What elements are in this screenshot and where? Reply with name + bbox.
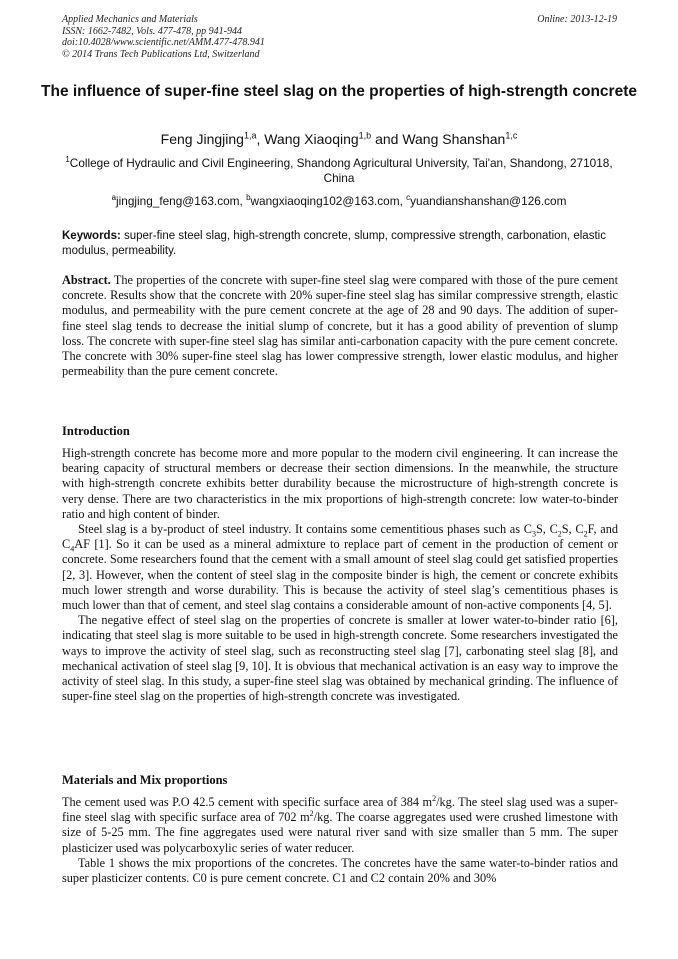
author-affil-mark: 1,b xyxy=(358,130,372,141)
paragraph: The negative effect of steel slag on the properties of concrete is smaller at lower water-to-binder ratio [6], indicating that steel slag is more suitable to be used in high-strength concrete. Some researchers investigated the ways to improve the activity of steel slag, such as reconstructing steel slag [7], carbonating steel slag [8], and mechanical activation of steel slag [9, 10]. It is obvious that mechanical activation is an easy way to improve the activity of steel slag. In this study, a super-fine steel slag was obtained by mechanical grinding. The influence of super-fine steel slag on the properties of high-strength concrete was investigated. xyxy=(62,613,618,704)
affiliation-mark: 1 xyxy=(65,155,70,165)
materials-body xyxy=(62,795,618,886)
doi: doi:10.4028/www.scientific.net/AMM.477-478.941 xyxy=(62,37,265,48)
section-heading-materials: Materials and Mix proportions xyxy=(62,773,228,787)
email-link[interactable]: yuandianshanshan@126.com xyxy=(410,194,567,208)
email-list xyxy=(40,194,638,209)
issn: ISSN: 1662-7482, Vols. 477-478, pp 941-944 xyxy=(62,25,242,37)
email-mark: b xyxy=(246,193,251,203)
email-link[interactable]: jingjing_feng@163.com, xyxy=(116,194,247,208)
email-mark: c xyxy=(406,193,411,203)
paper-title: The influence of super-fine steel slag on the properties of high-strength concrete xyxy=(41,83,637,100)
email-link[interactable]: wangxiaoqing102@163.com, xyxy=(250,194,407,208)
paragraph: Table 1 shows the mix proportions of the concretes. The concretes have the same water-to-binder ratios and super plasticizer contents. C0 is pure cement concrete. C1 and C2 contain 20% and 30% xyxy=(62,855,618,886)
author-separator: , xyxy=(256,131,265,147)
journal-name: Applied Mechanics and Materials xyxy=(62,14,198,25)
author-affil-mark: 1,c xyxy=(505,130,518,141)
abstract-text: The properties of the concrete with super-fine steel slag were compared with those of the pure cement concrete. Results show that the concrete with 20% super-fine steel slag has similar compressive strength, elastic modulus, and permeability with the pure cement concrete at the age of 28 and 90 days. The addition of super-fine steel slag tends to decrease the initial slump of concrete, but it has a good ability of prevention of slump loss. The concrete with super-fine steel slag has similar anti-carbonation capacity with the pure cement concrete. The concrete with 30% super-fine steel slag has lower compressive strength, lower elastic modulus, and higher permeability than the pure cement concrete. xyxy=(62,273,618,379)
affiliation xyxy=(60,156,618,186)
section-heading-introduction: Introduction xyxy=(62,424,130,438)
paragraph: High-strength concrete has become more and more popular to the modern civil engineering. It can increase the bearing capacity of structural members or decrease their section dimensions. In the meanwhile, the structure with high-strength concrete exhibits better durability because the microstructure of high-strength concrete is very dense. There are two characteristics in the mix proportions of high-strength concrete: low water-to-binder ratio and high content of binder. xyxy=(62,446,618,521)
paragraph: Steel slag is a by-product of steel industry. It contains some cementitious phases such as $C_3S$, $C_2S$, $C_2F$, and $C_4AF$ [1]. So it can be used as a mineral admixture to replace part of cement in the production of cement or concrete. Some researchers found that the cement with a small amount of steel slag could get satisfied properties [2, 3]. However, when the content of steel slag in the composite binder is high, the cement or concrete exhibits much lower strength and worse durability. This is because the activity of steel slag’s cementitious phases is much lower than that of cement, and steel slag contains a considerable amount of non-active components [4, 5]. xyxy=(62,522,618,613)
author-separator: and xyxy=(371,131,403,147)
author-list xyxy=(40,130,638,148)
author-name: Wang Shanshan xyxy=(402,131,506,147)
abstract-label: Abstract. xyxy=(62,273,111,287)
abstract xyxy=(62,273,618,379)
author-name: Wang Xiaoqing xyxy=(264,131,359,147)
keywords xyxy=(62,229,618,258)
keywords-label: Keywords: xyxy=(62,230,121,242)
author-name: Feng Jingjing xyxy=(160,131,244,147)
affiliation-text: College of Hydraulic and Civil Engineering, Shandong Agricultural University, Tai'an, Shandong, 271018, China xyxy=(69,156,613,185)
introduction-body xyxy=(62,446,618,704)
keywords-text: super-fine steel slag, high-strength concrete, slump, compressive strength, carbonation, elastic modulus, permeability. xyxy=(62,230,606,257)
copyright: © 2014 Trans Tech Publications Ltd, Switzerland xyxy=(62,48,260,60)
email-mark: a xyxy=(111,193,117,203)
journal-header xyxy=(62,14,617,60)
paragraph: The cement used was P.O 42.5 cement with specific surface area of 384 $m^2/kg$. The steel slag used was a super-fine steel slag with specific surface area of 702 $m^2/kg$. The coarse aggregates used were crushed limestone with size of 5-25 mm. The fine aggregates used were natural river sand with size smaller than 5 mm. The super plasticizer used was polycarboxylic series of water reducer. xyxy=(62,793,618,855)
online-date: Online: 2013-12-19 xyxy=(537,14,617,25)
author-affil-mark: 1,a xyxy=(243,130,257,141)
